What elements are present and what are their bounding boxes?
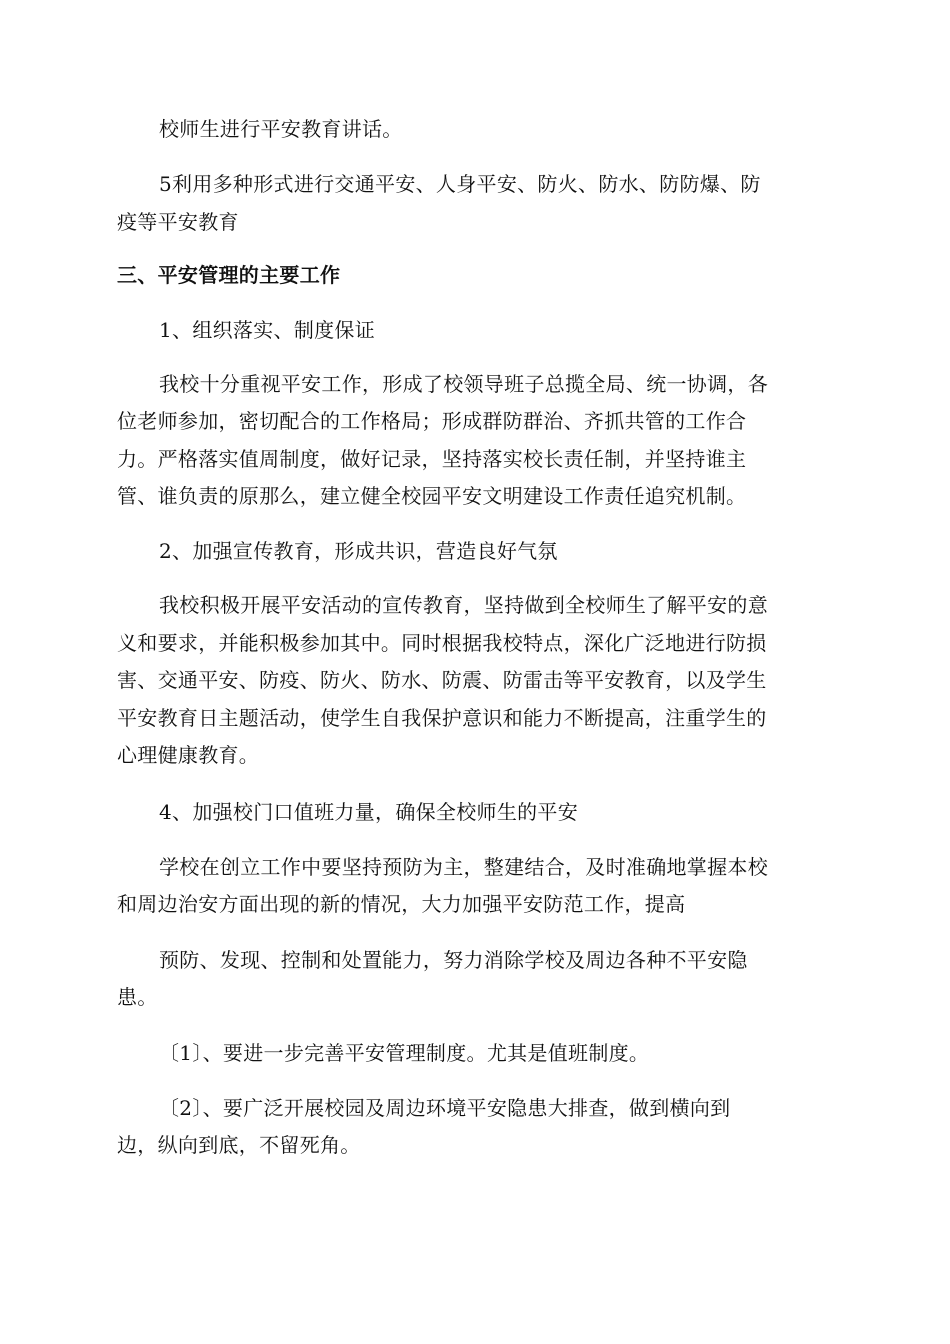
subsection-heading: 1、组织落实、制度保证 xyxy=(159,318,376,342)
list-item: 〔2〕、要广泛开展校园及周边环境平安隐患大排查，做到横向到 xyxy=(159,1096,731,1120)
list-item: 边，纵向到底，不留死角。 xyxy=(117,1133,361,1157)
subsection-heading: 4、加强校门口值班力量，确保全校师生的平安 xyxy=(159,800,579,824)
paragraph-text: 义和要求，并能积极参加其中。同时根据我校特点，深化广泛地进行防损 xyxy=(117,631,767,655)
paragraph-text: 预防、发现、控制和处置能力，努力消除学校及周边各种不平安隐 xyxy=(159,948,748,972)
paragraph-text: 校师生进行平安教育讲话。 xyxy=(159,117,403,141)
paragraph-text: 平安教育日主题活动，使学生自我保护意识和能力不断提高，注重学生的 xyxy=(117,706,767,730)
paragraph-text: 患。 xyxy=(117,985,158,1009)
list-item: 〔1〕、要进一步完善平安管理制度。尤其是值班制度。 xyxy=(159,1041,650,1065)
paragraph-text: 我校积极开展平安活动的宣传教育，坚持做到全校师生了解平安的意 xyxy=(159,593,768,617)
paragraph-text: 5利用多种形式进行交通平安、人身平安、防火、防水、防防爆、防 xyxy=(159,172,761,196)
section-heading: 三、平安管理的主要工作 xyxy=(117,263,341,287)
paragraph-text: 学校在创立工作中要坚持预防为主，整建结合，及时准确地掌握本校 xyxy=(159,855,768,879)
paragraph-text: 力。严格落实值周制度，做好记录，坚持落实校长责任制，并坚持谁主 xyxy=(117,447,747,471)
paragraph-text: 和周边治安方面出现的新的情况，大力加强平安防范工作，提高 xyxy=(117,892,686,916)
paragraph-text: 我校十分重视平安工作，形成了校领导班子总揽全局、统一协调，各 xyxy=(159,372,768,396)
paragraph-text: 管、谁负责的原那么，建立健全校园平安文明建设工作责任追究机制。 xyxy=(117,484,747,508)
paragraph-text: 位老师参加，密切配合的工作格局；形成群防群治、齐抓共管的工作合 xyxy=(117,409,747,433)
paragraph-text: 害、交通平安、防疫、防火、防水、防震、防雷击等平安教育，以及学生 xyxy=(117,668,767,692)
paragraph-text: 疫等平安教育 xyxy=(117,210,239,234)
paragraph-text: 心理健康教育。 xyxy=(117,743,260,767)
subsection-heading: 2、加强宣传教育，形成共识，营造良好气氛 xyxy=(159,539,558,563)
